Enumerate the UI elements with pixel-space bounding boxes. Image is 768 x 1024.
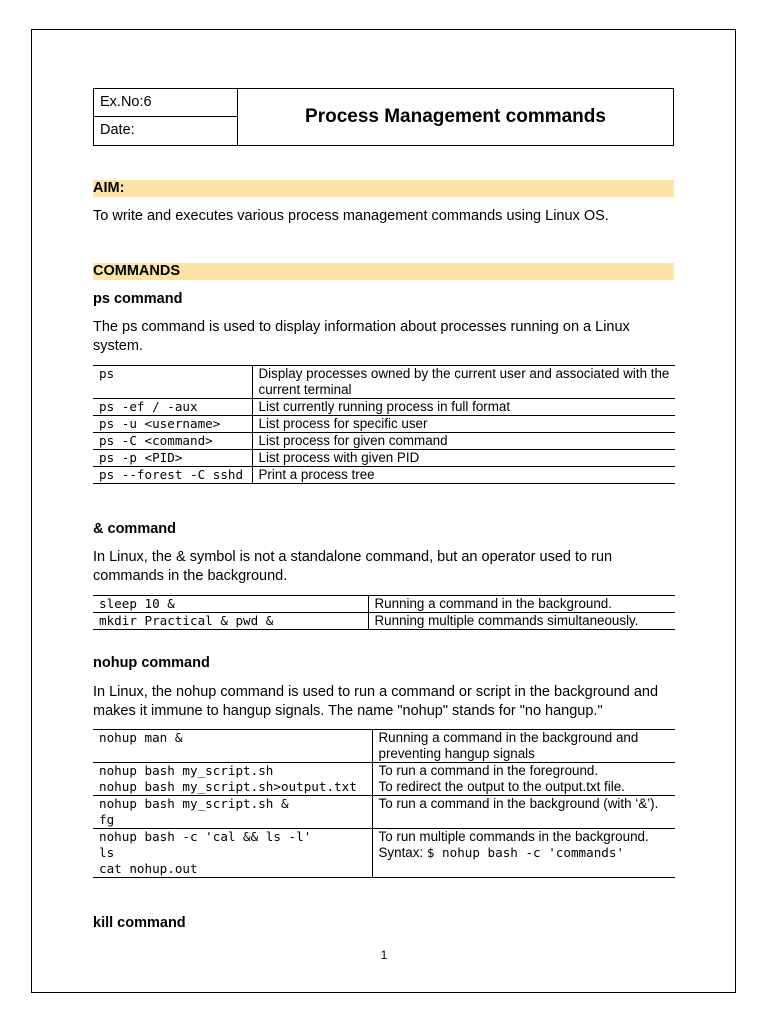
aim-text: To write and executes various process management commands using Linux OS. bbox=[93, 208, 609, 224]
command-text: mkdir Practical & pwd & bbox=[99, 613, 274, 628]
ps-description: The ps command is used to display information about processes running on a Linux system. bbox=[93, 319, 630, 354]
nohup-description: In Linux, the nohup command is used to run a command or script in the background and makes it immune to hangup signals. The name "nohup" stands for "no hangup." bbox=[93, 684, 659, 719]
command-text: nohup man & bbox=[99, 730, 183, 745]
amp-table-row bbox=[93, 596, 675, 613]
command-text: ps --forest -C sshd bbox=[99, 467, 244, 482]
description-text: To run a command in the foreground. bbox=[378, 763, 599, 778]
amp-command-heading: & command bbox=[93, 521, 176, 537]
description-text: Running a command in the background and preventing hangup signals bbox=[378, 730, 639, 761]
syntax-label: Syntax: bbox=[378, 845, 427, 860]
ps-table-row bbox=[93, 416, 675, 433]
syntax-line bbox=[379, 845, 676, 861]
command-text: nohup bash -c 'cal && ls -l' bbox=[99, 829, 312, 844]
header-left-column bbox=[94, 89, 238, 145]
nohup-table-row bbox=[93, 730, 675, 763]
ps-table-row bbox=[93, 399, 675, 416]
amp-table-row bbox=[93, 613, 675, 630]
commands-heading: COMMANDS bbox=[93, 263, 674, 280]
description-text: Running multiple commands simultaneously. bbox=[374, 613, 639, 628]
description-text: To redirect the output to the output.txt file. bbox=[378, 779, 625, 794]
command-text: ps -ef / -aux bbox=[99, 399, 198, 414]
ps-cmd-cell bbox=[93, 399, 252, 416]
header-table bbox=[93, 88, 674, 146]
nohup-table bbox=[93, 729, 675, 878]
ps-desc-cell bbox=[252, 366, 675, 399]
ps-cmd-cell bbox=[93, 450, 252, 467]
ps-cmd-cell bbox=[93, 433, 252, 450]
date-field: Date: bbox=[100, 122, 135, 138]
description-text: Print a process tree bbox=[258, 467, 375, 482]
ps-desc-cell bbox=[252, 467, 675, 484]
nohup-cmd-cell bbox=[93, 763, 372, 796]
nohup-cmd-cell bbox=[93, 796, 372, 829]
ps-table-row bbox=[93, 433, 675, 450]
nohup-desc-cell bbox=[372, 730, 675, 763]
command-text: nohup bash my_script.sh & bbox=[99, 796, 289, 811]
ps-table-row bbox=[93, 366, 675, 399]
ps-table bbox=[93, 365, 675, 484]
command-text: ps bbox=[99, 366, 115, 381]
nohup-table-row bbox=[93, 796, 675, 829]
command-text: ls bbox=[99, 845, 115, 860]
command-text: nohup bash my_script.sh bbox=[99, 763, 274, 778]
ps-cmd-cell bbox=[93, 366, 252, 399]
command-text: nohup bash my_script.sh>output.txt bbox=[99, 779, 357, 794]
nohup-desc-cell bbox=[372, 763, 675, 796]
amp-cmd-cell bbox=[93, 613, 368, 630]
command-text: sleep 10 & bbox=[99, 596, 175, 611]
ps-desc-cell bbox=[252, 399, 675, 416]
ps-table-row bbox=[93, 450, 675, 467]
page-title: Process Management commands bbox=[305, 106, 606, 127]
aim-heading: AIM: bbox=[93, 180, 674, 197]
nohup-cmd-cell bbox=[93, 829, 372, 878]
page-number: 1 bbox=[380, 948, 388, 962]
ps-desc-cell bbox=[252, 433, 675, 450]
ps-cmd-cell bbox=[93, 467, 252, 484]
nohup-cmd-cell bbox=[93, 730, 372, 763]
ps-cmd-cell bbox=[93, 416, 252, 433]
exercise-number: Ex.No:6 bbox=[94, 89, 237, 117]
syntax-code: $ nohup bash -c 'commands' bbox=[426, 845, 625, 860]
description-text: List process for given command bbox=[258, 433, 448, 448]
description-text: List process for specific user bbox=[258, 416, 428, 431]
ps-desc-cell bbox=[252, 416, 675, 433]
amp-desc-cell bbox=[368, 596, 675, 613]
command-text: ps -u <username> bbox=[99, 416, 221, 431]
kill-command-heading: kill command bbox=[93, 915, 186, 931]
description-text: To run multiple commands in the background. bbox=[378, 829, 649, 844]
description-text: To run a command in the background (with ‘&’). bbox=[378, 796, 659, 811]
nohup-table-row bbox=[93, 829, 675, 878]
ps-desc-cell bbox=[252, 450, 675, 467]
command-text: fg bbox=[99, 812, 115, 827]
nohup-command-heading: nohup command bbox=[93, 655, 210, 671]
description-text: Running a command in the background. bbox=[374, 596, 612, 611]
description-text: List process with given PID bbox=[258, 450, 420, 465]
amp-description: In Linux, the & symbol is not a standalone command, but an operator used to run commands in the background. bbox=[93, 549, 613, 584]
ps-command-heading: ps command bbox=[93, 291, 183, 307]
amp-table bbox=[93, 595, 675, 630]
command-text: cat nohup.out bbox=[99, 861, 198, 876]
amp-cmd-cell bbox=[93, 596, 368, 613]
ps-table-row bbox=[93, 467, 675, 484]
nohup-table-row bbox=[93, 763, 675, 796]
nohup-desc-cell bbox=[372, 829, 675, 878]
amp-desc-cell bbox=[368, 613, 675, 630]
description-text: Display processes owned by the current user and associated with the current terminal bbox=[258, 366, 670, 397]
command-text: ps -p <PID> bbox=[99, 450, 183, 465]
description-text: List currently running process in full format bbox=[258, 399, 511, 414]
nohup-desc-cell bbox=[372, 796, 675, 829]
command-text: ps -C <command> bbox=[99, 433, 213, 448]
